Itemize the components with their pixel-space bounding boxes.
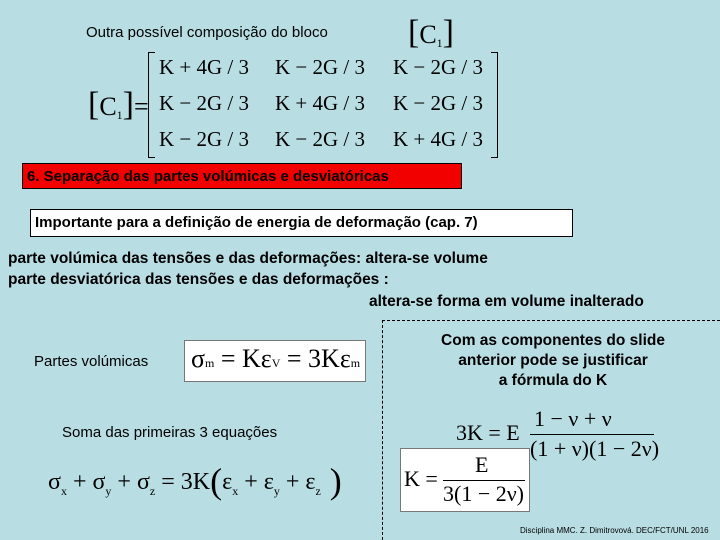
panel-divider-top (382, 320, 720, 321)
explanation-text: Com as componentes do slide anterior pode se justificar a fórmula do K (441, 332, 665, 389)
matrix-cell: K − 2G / 3 (275, 127, 366, 151)
matrix-cell: K + 4G / 3 (275, 91, 366, 115)
body-line-volumetric: parte volúmica das tensões e das deformações: altera-se volume (8, 250, 488, 267)
sum-label: Soma das primeiras 3 equações (62, 424, 278, 441)
matrix-cell: K − 2G / 3 (393, 91, 484, 115)
sum-equation: $\sigma_x + \sigma_y + \sigma_z = 3K(\varepsilon_x + \varepsilon_y + \varepsilon_z$ ) (48, 461, 342, 501)
matrix-cell: K + 4G / 3 (393, 127, 484, 151)
important-note: Importante para a definição de energia de deformação (cap. 7) (30, 209, 573, 237)
title-matrix-symbol: $[C_1]$ (408, 14, 454, 51)
matrix-cell: K − 2G / 3 (159, 91, 250, 115)
matrix-cell: K − 2G / 3 (159, 127, 250, 151)
volumetric-equation: σm = KεV = 3Kεm (184, 340, 366, 382)
bulk-modulus-3k-equation: 3K = E 1 − ν + ν (1 + ν)(1 − 2ν) (456, 406, 660, 461)
body-line-deviatoric-cont: altera-se forma em volume inalterado (369, 293, 644, 310)
volumetric-label: Partes volúmicas (34, 353, 149, 370)
slide-title: Outra possível composição do bloco (86, 24, 328, 41)
body-line-deviatoric: parte desviatórica das tensões e das deformações : (8, 271, 389, 288)
panel-divider-left (382, 320, 383, 540)
footer-credit: Disciplina MMC. Z. Dimitrovová. DEC/FCT/UNL 2016 (520, 526, 709, 535)
matrix-cell: K + 4G / 3 (159, 55, 250, 79)
section-heading: 6. Separação das partes volúmicas e desviatóricas (22, 163, 462, 189)
bulk-modulus-k-equation: K = E 3(1 − 2ν) (400, 448, 530, 512)
stiffness-matrix (148, 52, 498, 158)
matrix-cell: K − 2G / 3 (393, 55, 484, 79)
matrix-cell: K − 2G / 3 (275, 55, 366, 79)
matrix-lhs: $[C_1]=$ (88, 86, 149, 123)
